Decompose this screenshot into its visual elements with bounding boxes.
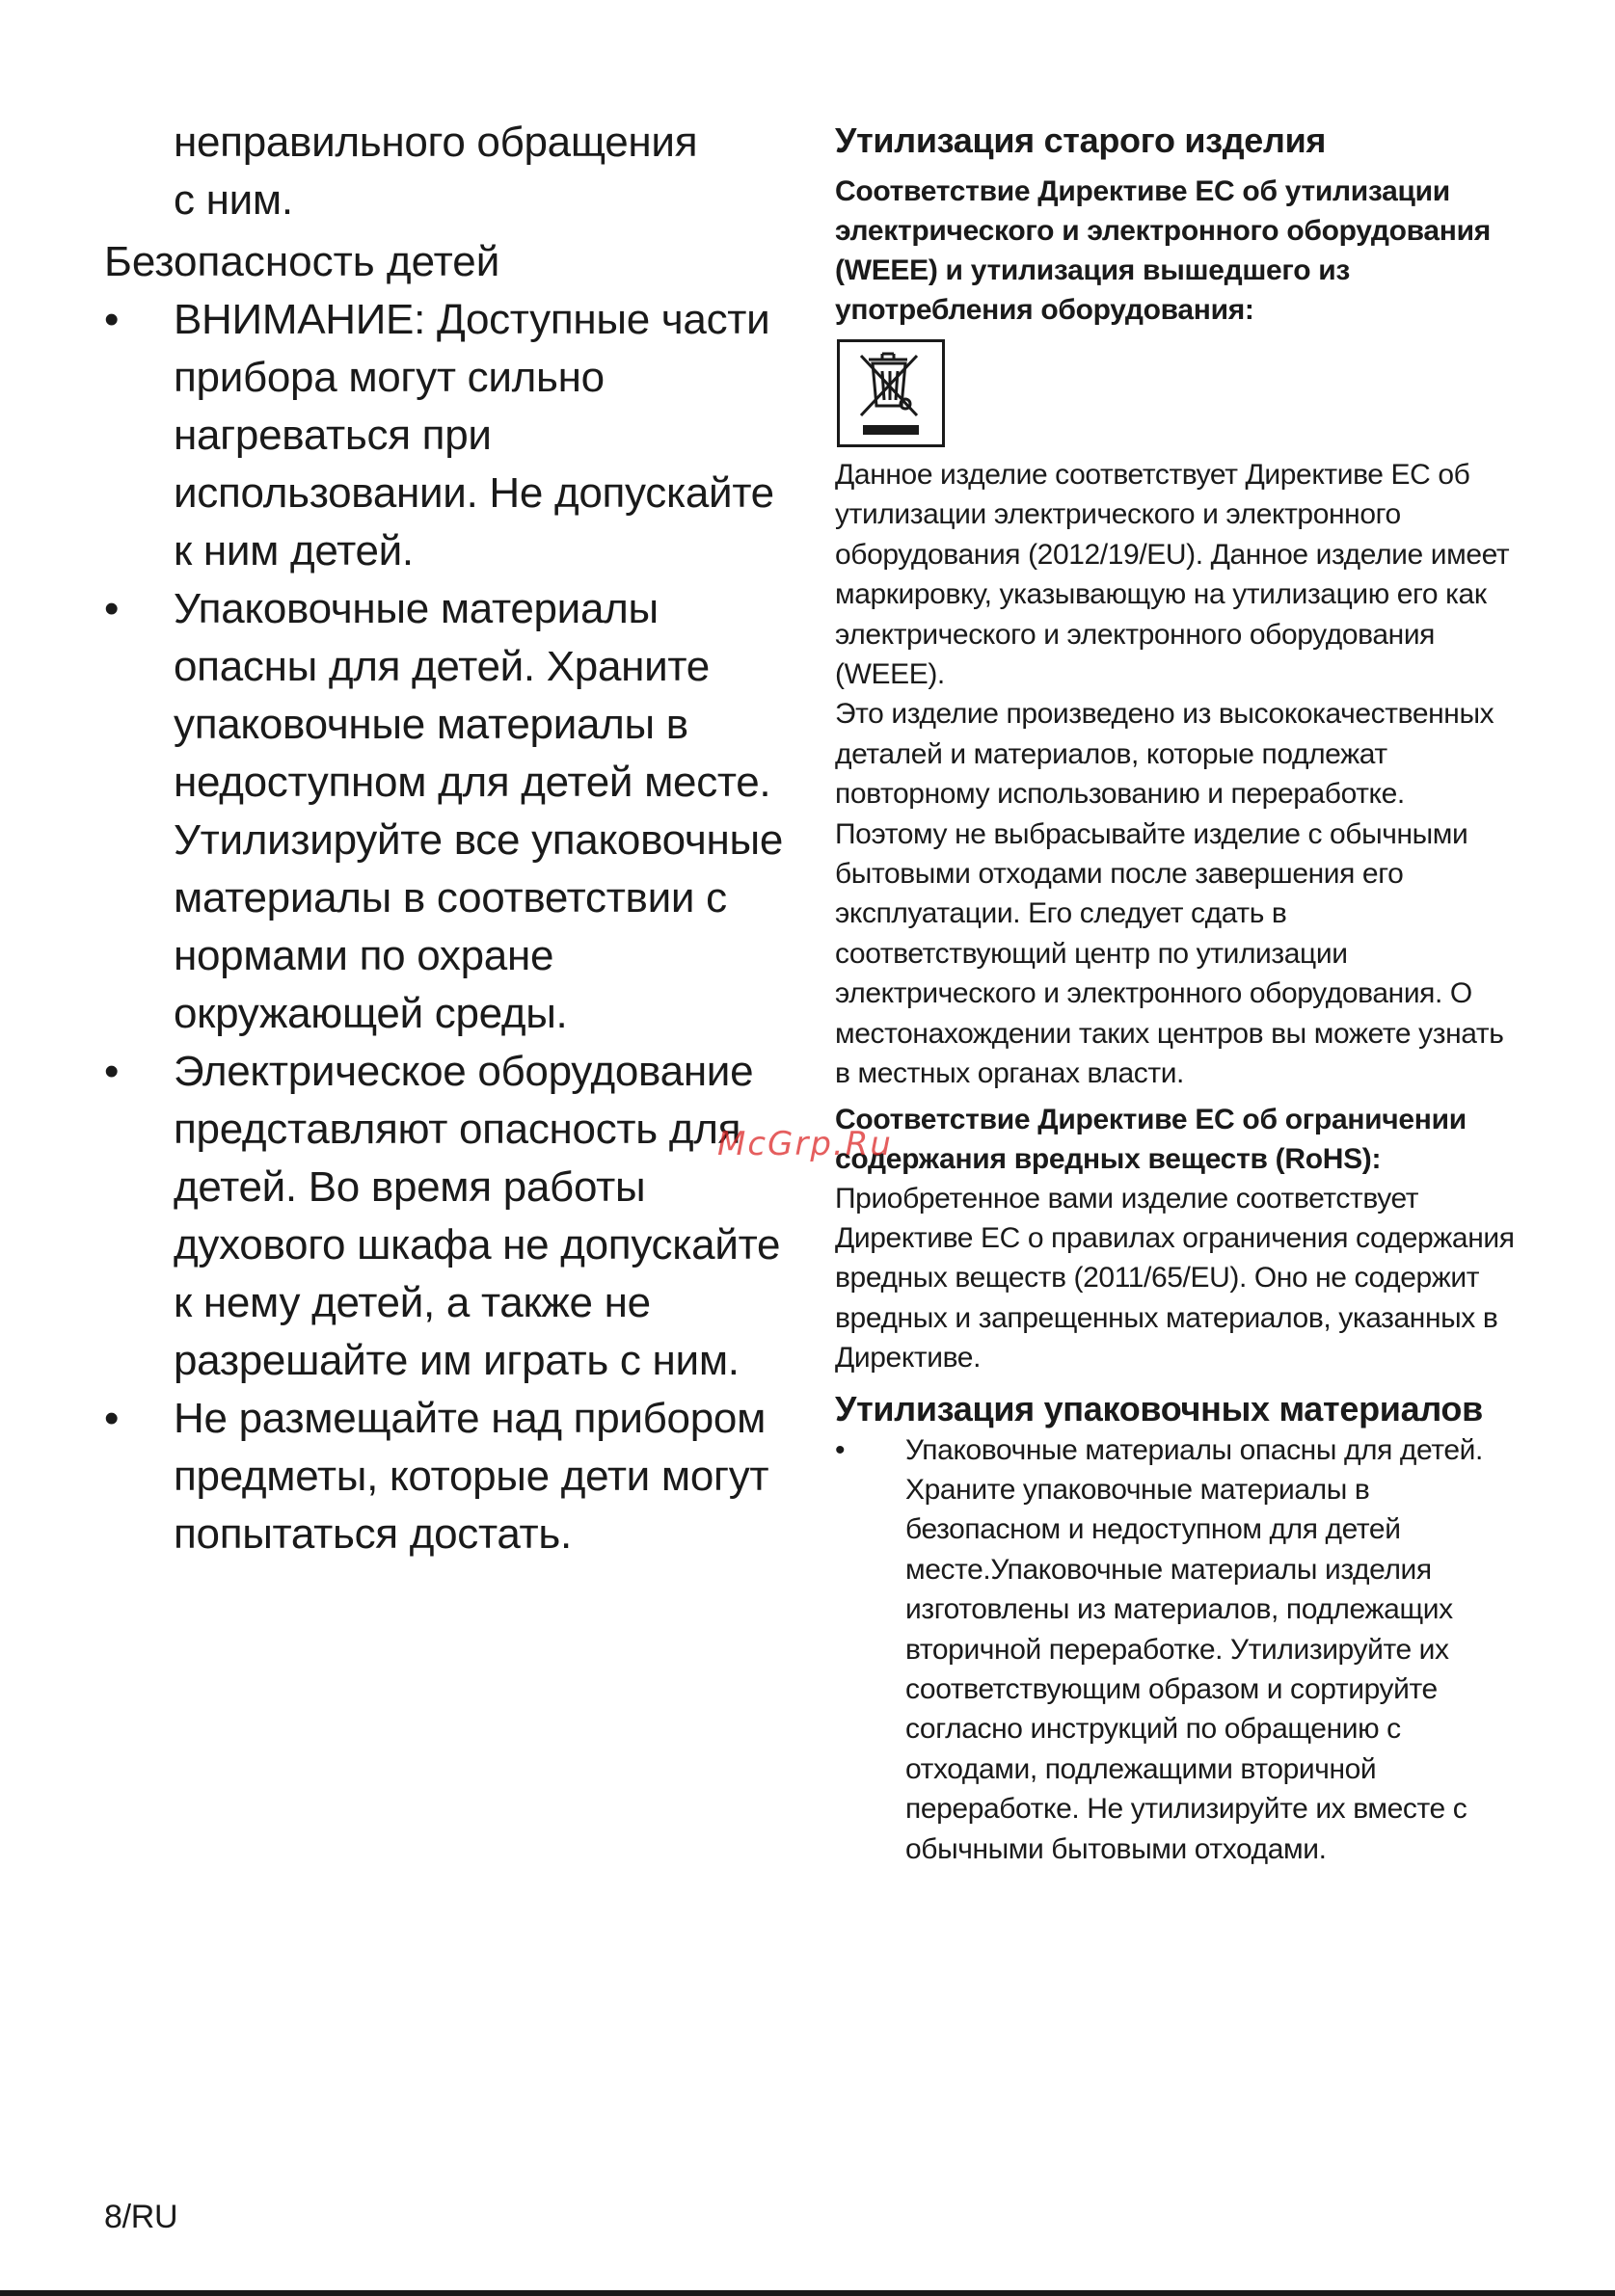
bullet-icon: • (835, 1433, 846, 1466)
right-column (835, 120, 1529, 1869)
list-item (104, 1390, 791, 1563)
bullet-icon: • (104, 1395, 120, 1442)
list-item-text: Электрическое оборудование представляют опасность для детей. Во время работы духового шкафа не допускайте к нему детей, а также не разрешайте им играть с ним. (174, 1048, 781, 1384)
child-safety-heading: Безопасность детей (104, 238, 500, 285)
list-item-text: ВНИМАНИЕ: Доступные части прибора могут сильно нагреваться при использовании. Не допускайте к ним детей. (174, 296, 774, 574)
list-item-text: Упаковочные материалы опасны для детей. Храните упаковочные материалы в недоступном для детей месте. Утилизируйте все упаковочные материалы в соответствии с нормами по охране окружающей среды. (174, 585, 783, 1037)
weee-paragraph-1: Данное изделие соответствует Директиве ЕС об утилизации электрического и электронного оборудования (2012/19/EU). Данное изделие имеет маркировку, указывающую на утилизацию его как электрического и электронного оборудования (WEEE). (835, 459, 1510, 691)
list-item-text: Упаковочные материалы опасны для детей. Храните упаковочные материалы в безопасном и недоступном для детей месте.Упаковочные материалы изделия изготовлены из материалов, подлежащих вторичной переработке. Утилизируйте их соответствующим образом и сортируйте согласно инструкций по обращению с отходами, подлежащими вторичной переработке. Не утилизируйте их вместе с обычными бытовыми отходами. (905, 1433, 1483, 1865)
page-number: 8/RU (104, 2199, 178, 2235)
bottom-divider (0, 2290, 1615, 2296)
weee-heading: Соответствие Директиве ЕС об утилизации электрического и электронного оборудования (WEEE) и утилизация вышедшего из употребления оборудования: (835, 175, 1491, 326)
bullet-icon: • (104, 296, 120, 343)
watermark: McGrp.Ru (717, 1125, 893, 1163)
bullet-icon: • (104, 585, 120, 632)
left-column (104, 114, 798, 1563)
disposal-title: Утилизация старого изделия (835, 120, 1327, 160)
rohs-paragraph: Приобретенное вами изделие соответствует Директиве ЕС о правилах ограничения содержания вредных веществ (2011/65/EU). Оно не содержит вредных и запрещенных материалов, указанных в Директиве. (835, 1182, 1515, 1375)
list-item (104, 291, 791, 580)
crossed-out-wheelie-bin-icon (840, 342, 942, 444)
packaging-list (835, 1430, 1529, 1869)
list-item (104, 1043, 791, 1390)
bullet-icon: • (104, 1048, 120, 1095)
weee-symbol-box (837, 339, 945, 447)
rohs-heading: Соответствие Директиве ЕС об ограничении содержания вредных веществ (RoHS): (835, 1103, 1467, 1175)
list-item (835, 1430, 1513, 1869)
list-item (104, 580, 800, 1043)
weee-paragraph-2: Это изделие произведено из высококачественных деталей и материалов, которые подлежат повторному использованию и переработке. Поэтому не выбрасывайте изделие с обычными бытовыми отходами после завершения его эксплуатации. Его следует сдать в соответствующий центр по утилизации электрического и электронного оборудования. О местонахождении таких центров вы можете узнать в местных органах власти. (835, 698, 1504, 1090)
child-safety-list (104, 291, 798, 1563)
packaging-title: Утилизация упаковочных материалов (835, 1388, 1483, 1428)
continuation-text: неправильного обращения с ним. (174, 119, 698, 224)
list-item-text: Не размещайте над прибором предметы, которые дети могут попытаться достать. (174, 1395, 769, 1558)
